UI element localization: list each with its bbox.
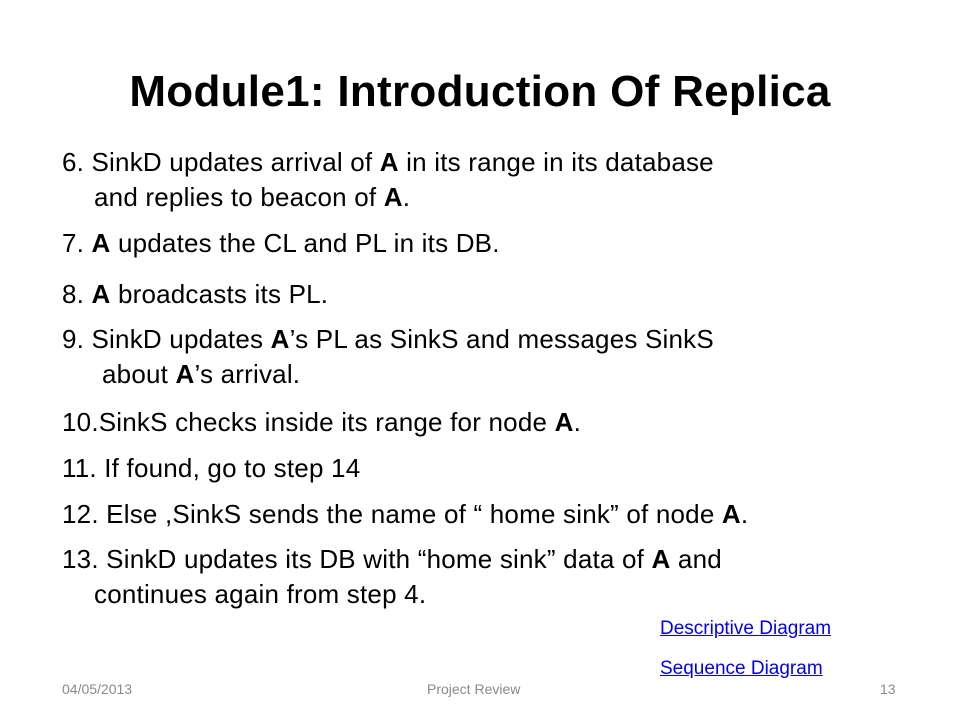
- node-a-label: A: [175, 359, 195, 389]
- step-text: SinkD updates arrival of: [84, 147, 380, 177]
- node-a-label: A: [379, 147, 399, 177]
- node-a-label: A: [554, 407, 574, 437]
- step-text: in its range in its database: [398, 147, 714, 177]
- step-continuation: about A’s arrival.: [102, 359, 301, 389]
- slide-title: Module1: Introduction Of Replica: [129, 67, 831, 116]
- descriptive-diagram-link[interactable]: Descriptive Diagram: [660, 618, 832, 639]
- step-continuation: and replies to beacon of A.: [94, 182, 411, 212]
- step-6: [62, 145, 922, 215]
- step-7: 7. A updates the CL and PL in its DB.: [62, 228, 500, 258]
- step-continuation: continues again from step 4.: [94, 579, 427, 609]
- node-a-label: A: [91, 279, 111, 309]
- page-number: 13: [880, 681, 896, 697]
- step-number: 13.: [62, 544, 99, 574]
- step-12: 12. Else ,SinkS sends the name of “ home sink” of node A.: [62, 499, 749, 529]
- step-11: 11. If found, go to step 14: [62, 453, 361, 483]
- step-13: 13. SinkD updates its DB with “home sink” data of A and continues again from step 4.: [62, 542, 922, 612]
- sequence-diagram-link[interactable]: Sequence Diagram: [660, 658, 823, 679]
- step-number: 12.: [62, 499, 99, 529]
- node-a-label: A: [651, 544, 671, 574]
- step-number: 9.: [62, 324, 85, 354]
- step-10: 10.SinkS checks inside its range for node A.: [62, 407, 581, 437]
- node-a-label: A: [383, 182, 403, 212]
- footer-title: Project Review: [427, 681, 521, 697]
- node-a-label: A: [91, 228, 111, 258]
- step-number: 11.: [62, 453, 97, 483]
- step-9: 9. SinkD updates A’s PL as SinkS and messages SinkS about A’s arrival.: [62, 322, 922, 392]
- step-number: 10.: [62, 407, 99, 437]
- node-a-label: A: [270, 324, 290, 354]
- step-number: 6.: [62, 147, 85, 177]
- footer-date: 04/05/2013: [62, 681, 133, 697]
- node-a-label: A: [721, 499, 741, 529]
- step-8: 8. A broadcasts its PL.: [62, 279, 329, 309]
- step-number: 8.: [62, 279, 85, 309]
- step-number: 7.: [62, 228, 85, 258]
